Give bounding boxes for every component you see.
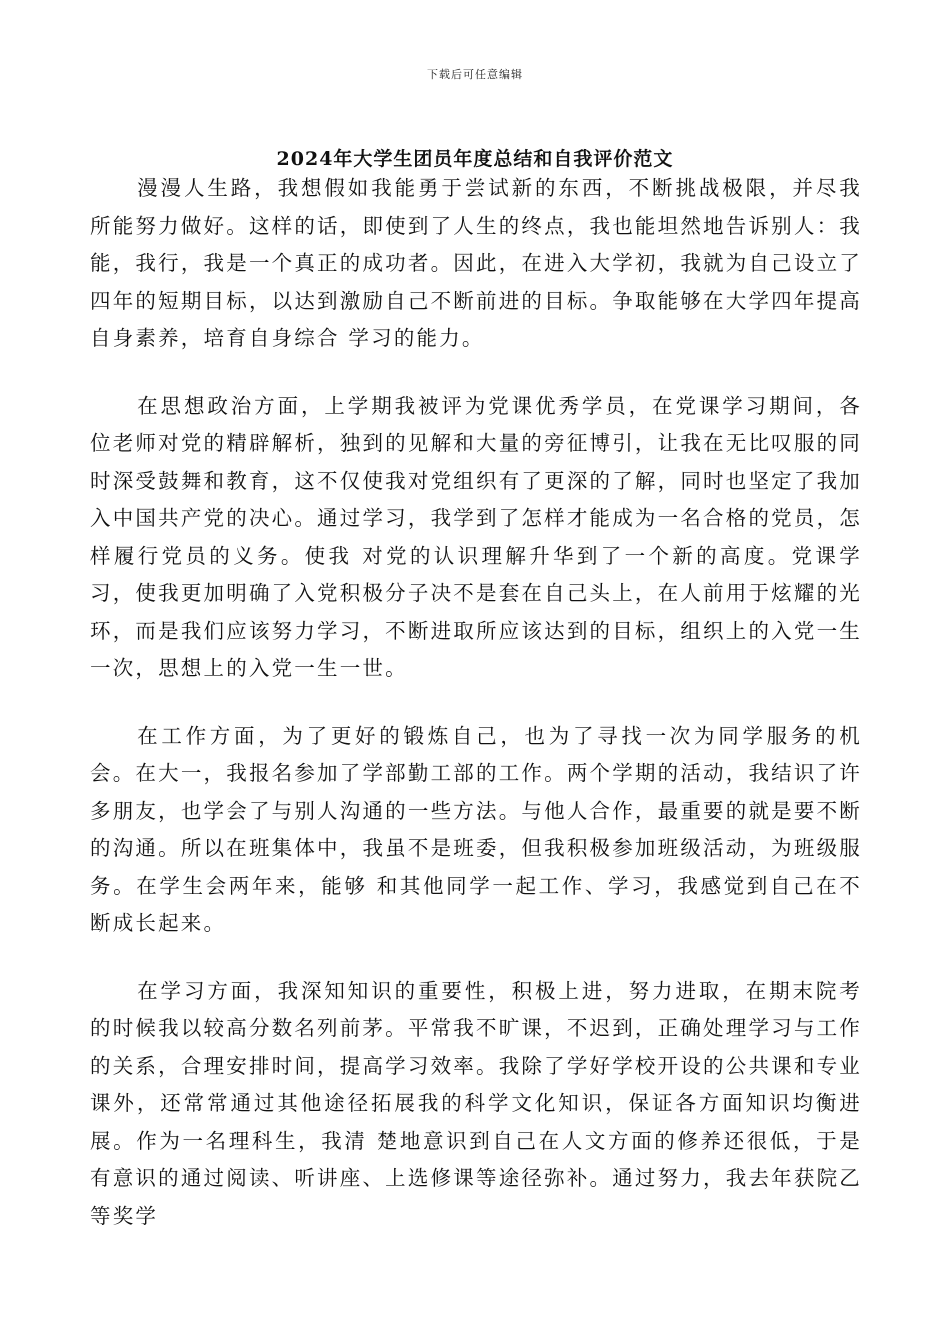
document-body	[90, 170, 862, 1265]
header-note: 下载后可任意编辑	[427, 68, 523, 81]
paragraph-intro: 漫漫人生路，我想假如我能勇于尝试新的东西，不断挑战极限，并尽我所能努力做好。这样的话，即使到了人生的终点，我也能坦然地告诉别人：我能，我行，我是一个真正的成功者。因此，在进入大学初，我就为自己设立了四年的短期目标，以达到激励自己不断前进的目标。争取能够在大学四年提高自身素养，培育自身综合 学习的能力。	[90, 176, 862, 350]
document-title: 2024年大学生团员年度总结和自我评价范文	[276, 148, 674, 170]
paragraph-study: 在学习方面，我深知知识的重要性，积极上进，努力进取，在期末院考的时候我以较高分数名列前茅。平常我不旷课，不迟到，正确处理学习与工作的关系，合理安排时间，提高学习效率。我除了学好学校开设的公共课和专业课外，还常常通过其他途径拓展我的科学文化知识，保证各方面知识均衡进展。作为一名理科生，我清 楚地意识到自己在人文方面的修养还很低，于是有意识的通过阅读、听讲座、上选修课等途径弥补。通过努力，我去年获院乙等奖学	[90, 978, 862, 1228]
paragraph-work: 在工作方面，为了更好的锻炼自己，也为了寻找一次为同学服务的机会。在大一，我报名参加了学部勤工部的工作。两个学期的活动，我结识了许多朋友，也学会了与别人沟通的一些方法。与他人合作，最重要的就是要不断的沟通。所以在班集体中，我虽不是班委，但我积极参加班级活动，为班级服务。在学生会两年来，能够 和其他同学一起工作、学习，我感觉到自己在不断成长起来。	[90, 723, 862, 935]
paragraph-political: 在思想政治方面，上学期我被评为党课优秀学员，在党课学习期间，各位老师对党的精辟解析，独到的见解和大量的旁征博引，让我在无比叹服的同时深受鼓舞和教育，这不仅使我对党组织有了更深的了解，同时也坚定了我加入中国共产党的决心。通过学习，我学到了怎样才能成为一名合格的党员，怎样履行党员的义务。使我 对党的认识理解升华到了一个新的高度。党课学习，使我更加明确了入党积极分子决不是套在自己头上，在人前用于炫耀的光环，而是我们应该努力学习，不断进取所应该达到的目标，组织上的入党一生一次，思想上的入党一生一世。	[90, 393, 862, 680]
